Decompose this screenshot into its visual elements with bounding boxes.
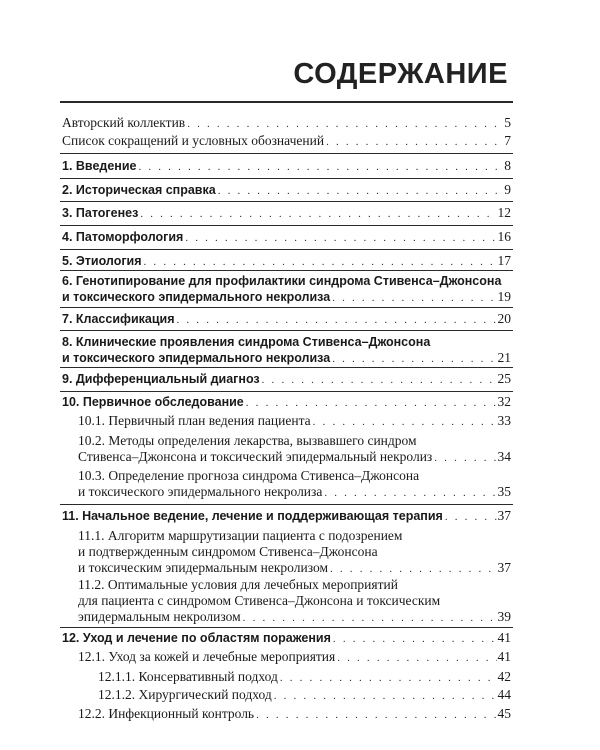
toc-page-number: 37 xyxy=(497,508,511,523)
divider xyxy=(60,178,513,179)
toc-page-number: 34 xyxy=(497,449,511,464)
toc-entry[interactable]: 12.1. Уход за кожей и лечебные мероприятия . . . 41 xyxy=(78,649,511,665)
toc-entry[interactable]: 2. Историческая справка . . . 9 xyxy=(62,182,511,198)
toc-entry[interactable]: 10. Первичное обследование . . . 32 xyxy=(62,394,511,410)
toc-entry[interactable]: 11. Начальное ведение, лечение и поддерживающая терапия . . . 37 xyxy=(62,508,511,524)
toc-page-number: 17 xyxy=(497,253,511,268)
divider xyxy=(60,249,513,250)
toc-page-number: 44 xyxy=(497,687,511,702)
toc-page-number: 9 xyxy=(504,182,511,197)
toc-entry[interactable]: 6. Генотипирование для профилактики синдрома Стивенса–Джонсона и токсического эпидермального некролиза . . . 19 xyxy=(62,273,511,305)
divider xyxy=(60,391,513,392)
divider xyxy=(60,367,513,368)
toc-entry[interactable]: 3. Патогенез . . . 12 xyxy=(62,205,511,221)
toc-page-number: 7 xyxy=(504,133,511,148)
toc-page-number: 33 xyxy=(497,413,511,428)
divider xyxy=(60,201,513,202)
divider xyxy=(60,330,513,331)
toc-entry[interactable]: 12. Уход и лечение по областям поражения . . . 41 xyxy=(62,630,511,646)
toc-page-number: 37 xyxy=(497,560,511,575)
toc-entry[interactable]: Авторский коллектив . . . 5 xyxy=(62,115,511,131)
divider xyxy=(60,504,513,505)
toc-entry[interactable]: 12.1.1. Консервативный подход . . . 42 xyxy=(98,669,511,685)
toc-page-number: 8 xyxy=(504,158,511,173)
toc-page-number: 19 xyxy=(497,289,511,304)
toc-entry[interactable]: 10.1. Первичный план ведения пациента . . . 33 xyxy=(78,413,511,429)
toc-page-number: 41 xyxy=(497,649,511,664)
toc-page-number: 35 xyxy=(497,484,511,499)
toc-page-number: 25 xyxy=(497,371,511,386)
toc-entry[interactable]: 11.1. Алгоритм маршрутизации пациента с подозрением и подтвержденным синдромом Стивенса–Джонсона и токсическим эпидермальным некролизом . . . 37 xyxy=(78,528,511,576)
toc-entry[interactable]: 11.2. Оптимальные условия для лечебных мероприятий для пациента с синдромом Стивенса–Джонсона и токсическим эпидермальным некролизом . . . 39 xyxy=(78,577,511,625)
toc-page-number: 20 xyxy=(497,311,511,326)
divider xyxy=(60,627,513,628)
toc-page-number: 16 xyxy=(497,229,511,244)
divider xyxy=(60,153,513,154)
toc-page-number: 45 xyxy=(497,706,511,721)
toc-entry[interactable]: 7. Классификация . . . 20 xyxy=(62,311,511,327)
toc-entry[interactable]: 10.2. Методы определения лекарства, вызвавшего синдром Стивенса–Джонсона и токсический эпидермальный некролиз . . . 34 xyxy=(78,433,511,465)
title-rule xyxy=(60,101,513,103)
toc-entry[interactable]: 1. Введение . . . 8 xyxy=(62,158,511,174)
toc-entry[interactable]: 8. Клинические проявления синдрома Стивенса–Джонсона и токсического эпидермального некролиза . . . 21 xyxy=(62,334,511,366)
toc-entry[interactable]: Список сокращений и условных обозначений . . . 7 xyxy=(62,133,511,149)
page-title: СОДЕРЖАНИЕ xyxy=(293,58,508,90)
divider xyxy=(60,225,513,226)
toc-page-number: 21 xyxy=(497,350,511,365)
divider xyxy=(60,307,513,308)
toc-page-number: 32 xyxy=(497,394,511,409)
toc-entry[interactable]: 4. Патоморфология . . . 16 xyxy=(62,229,511,245)
toc-page-number: 5 xyxy=(504,115,511,130)
toc-entry[interactable]: 12.1.2. Хирургический подход . . . 44 xyxy=(98,687,511,703)
toc-page-number: 42 xyxy=(497,669,511,684)
toc-entry[interactable]: 5. Этиология . . . 17 xyxy=(62,253,511,269)
toc-entry[interactable]: 10.3. Определение прогноза синдрома Стивенса–Джонсона и токсического эпидермального некролиза . . . 35 xyxy=(78,468,511,500)
toc-page-number: 41 xyxy=(497,630,511,645)
toc-entry[interactable]: 12.2. Инфекционный контроль . . . 45 xyxy=(78,706,511,722)
toc-page-number: 39 xyxy=(497,609,511,624)
toc-entry[interactable]: 9. Дифференциальный диагноз . . . 25 xyxy=(62,371,511,387)
toc-page-number: 12 xyxy=(497,205,511,220)
divider xyxy=(60,270,513,271)
